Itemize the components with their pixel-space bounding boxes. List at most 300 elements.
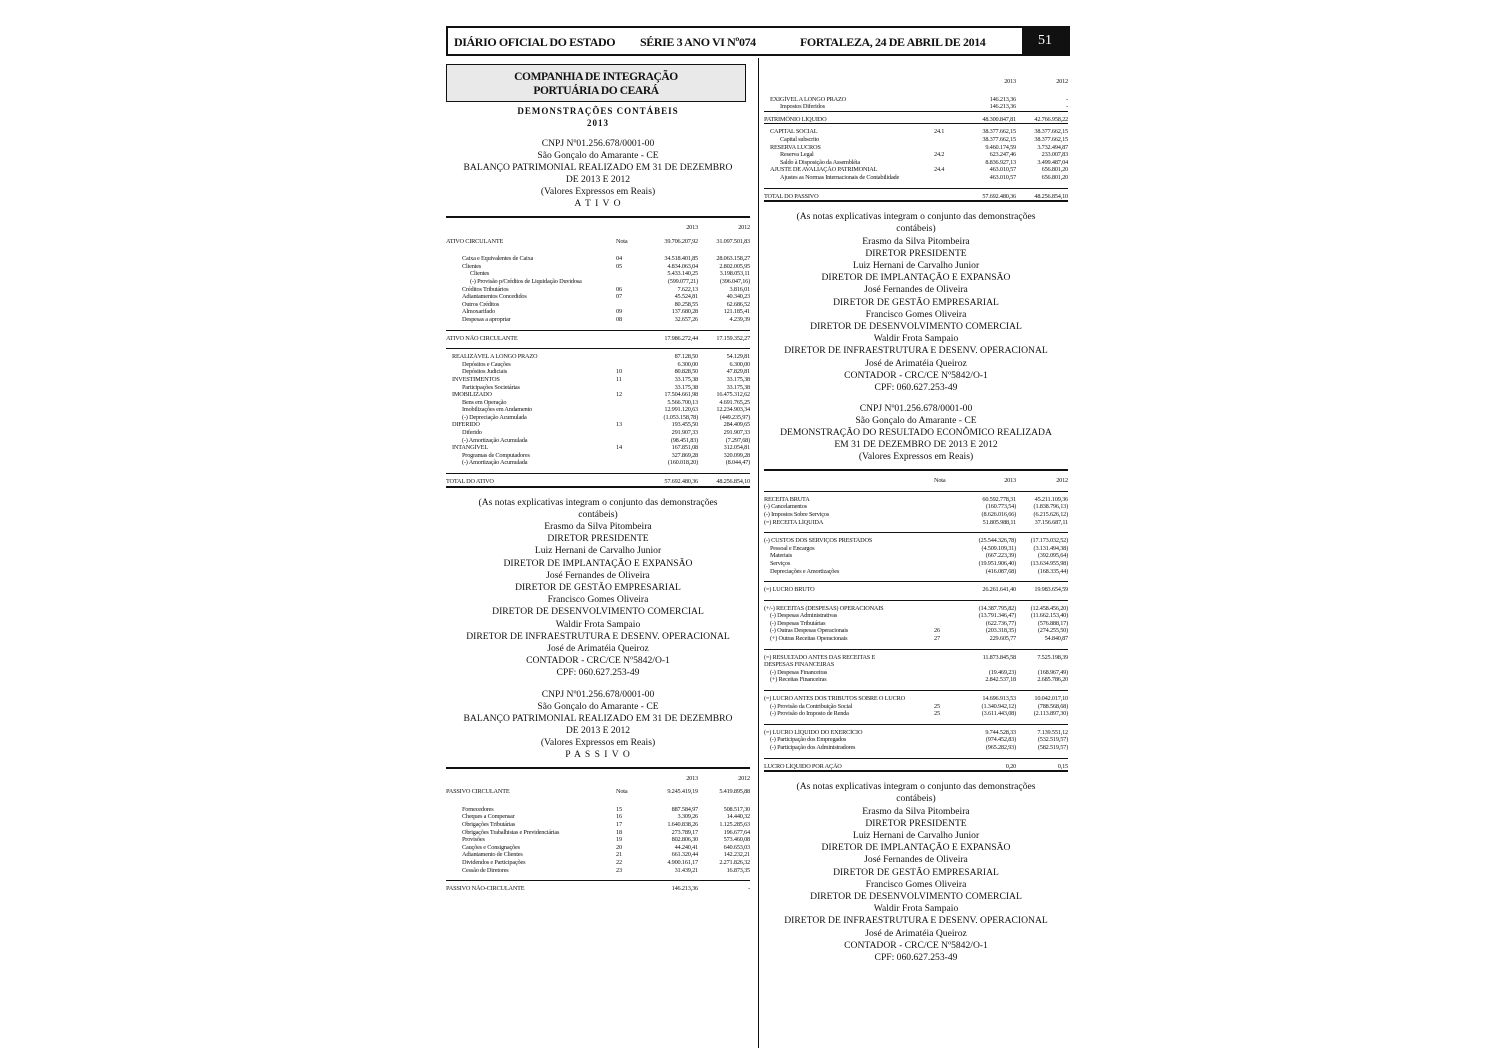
row-note xyxy=(934,605,960,613)
signature-line: DIRETOR DE INFRAESTRUTURA E DESENV. OPERACIONAL xyxy=(466,630,730,642)
table-row xyxy=(446,278,750,286)
header-label xyxy=(446,224,616,232)
passivo-table xyxy=(446,767,750,893)
row-label: Caixa e Equivalentes de Caixa xyxy=(462,255,534,263)
header-2013: 2013 xyxy=(686,224,698,231)
signature-line: José de Arimatéia Queiroz xyxy=(865,927,967,939)
value-2013: 2.842.537,18 xyxy=(985,676,1016,684)
value-2012: (576.888,17) xyxy=(1037,619,1068,627)
value-2012: (532.519,57) xyxy=(1037,736,1068,744)
row-label: RECEITA BRUTA xyxy=(764,495,810,503)
value-2012: 3.198.053,11 xyxy=(719,270,750,278)
table-row xyxy=(446,452,750,460)
row-note xyxy=(934,744,960,752)
signature-line: CPF: 060.627.253-49 xyxy=(874,952,958,964)
header-label xyxy=(446,775,616,783)
table-row xyxy=(446,353,750,361)
row-note xyxy=(934,552,960,560)
header-2012: 2012 xyxy=(738,774,750,782)
value-2013: 9.744.528,33 xyxy=(985,728,1016,736)
value-2012: (392.095,64) xyxy=(1037,552,1068,560)
value-2013: 26.261.641,40 xyxy=(982,586,1016,594)
table-row xyxy=(446,376,750,384)
table-row xyxy=(446,414,750,422)
value-2012: 1.125.285,63 xyxy=(719,821,750,829)
row-label: Despesas a apropriar xyxy=(462,315,511,323)
row-note: 08 xyxy=(616,315,622,323)
value-2013: 48.300.847,81 xyxy=(982,115,1016,123)
table-row xyxy=(764,676,1068,684)
row-note: 17 xyxy=(616,821,622,829)
value-2013: 32.657,26 xyxy=(674,315,698,323)
table-row xyxy=(764,537,1068,545)
value-2012: 38.377.662,15 xyxy=(1034,135,1068,143)
row-note xyxy=(616,361,642,369)
value-2013: 327.869,28 xyxy=(671,451,698,459)
value-2013: 80.258,55 xyxy=(674,300,698,308)
value-2012: (582.519,57) xyxy=(1037,744,1068,752)
value-2012: 54.840,87 xyxy=(1044,635,1068,643)
table-row xyxy=(446,391,750,399)
row-note xyxy=(616,301,642,309)
value-2013: (4.509.109,31) xyxy=(981,544,1016,552)
row-note xyxy=(616,335,642,343)
row-note xyxy=(934,676,960,684)
signature-line: José Fernandes de Oliveira xyxy=(864,854,968,866)
table-row xyxy=(764,116,1068,124)
value-2012: 28.063.158,27 xyxy=(716,255,750,263)
units-note: (Valores Expressos em Reais) xyxy=(540,736,656,748)
signature-line: (As notas explicativas integram o conjunto das demonstrações xyxy=(478,496,718,508)
dre-heading xyxy=(764,403,1068,463)
signature-line: José de Arimatéia Queiroz xyxy=(865,357,967,369)
value-2012: 2.271.826,32 xyxy=(719,859,750,867)
table-row xyxy=(446,851,750,859)
value-2012: (2.113.897,30) xyxy=(1033,710,1068,718)
table-row xyxy=(446,293,750,301)
statement-title-cont: DE 2013 E 2012 xyxy=(565,724,631,736)
value-2012: 196.677,64 xyxy=(723,828,750,836)
cnpj: CNPJ Nº01.256.678/0001-00 xyxy=(859,403,973,415)
value-2013: 887.584,97 xyxy=(671,805,698,813)
row-note xyxy=(934,695,960,703)
row-note: 23 xyxy=(616,866,622,874)
row-label: AJUSTE DE AVALIAÇÃO PATRIMONIAL xyxy=(770,166,878,174)
value-2012: 14.440,32 xyxy=(726,813,750,821)
row-note xyxy=(934,661,960,669)
table-row xyxy=(764,729,1068,737)
signature-line: Luiz Hernani de Carvalho Junior xyxy=(534,545,662,557)
value-2012: 54.129,81 xyxy=(726,353,750,361)
row-label: DIFERIDO xyxy=(452,421,480,429)
value-2013: 146.213,36 xyxy=(671,885,698,893)
header-2013: 2013 xyxy=(1004,477,1016,485)
table-row xyxy=(446,444,750,452)
column-header-row xyxy=(764,78,1068,86)
table-row xyxy=(446,301,750,309)
value-2012: 37.156.687,11 xyxy=(1034,518,1068,526)
page-number: 51 xyxy=(1022,28,1068,54)
value-2013: 5.566.700,13 xyxy=(667,398,698,406)
value-2013: 291.907,33 xyxy=(671,429,698,437)
row-label: Adiantamento de Clientes xyxy=(462,851,523,859)
signature-line: DIRETOR DE DESENVOLVIMENTO COMERCIAL xyxy=(492,606,704,618)
table-row xyxy=(764,136,1068,144)
value-2012 xyxy=(1016,661,1068,669)
row-label: (-) Provisão da Contribuição Social xyxy=(770,702,853,710)
value-2013: 463.010,57 xyxy=(989,166,1016,174)
statement-title-cont: DE 2013 E 2012 xyxy=(565,174,631,185)
table-row xyxy=(446,406,750,414)
row-label: (=) RESULTADO ANTES DAS RECEITAS E xyxy=(764,653,876,661)
company-name-line1: COMPANHIA DE INTEGRAÇÃO xyxy=(514,71,678,83)
signature-line: Luiz Hernani de Carvalho Junior xyxy=(852,830,980,842)
value-2013: 229.605,77 xyxy=(989,635,1016,643)
row-label: Clientes xyxy=(470,270,490,278)
row-label: Saldo à Disposição da Assembléia xyxy=(780,158,860,166)
row-note: 06 xyxy=(616,285,622,293)
page-header xyxy=(446,26,1070,56)
row-note: 12 xyxy=(616,391,622,399)
value-2013: 9.460.174,59 xyxy=(985,143,1016,151)
row-note xyxy=(616,459,642,467)
table-row xyxy=(446,459,750,467)
row-label: Outros Créditos xyxy=(462,300,500,308)
value-2012: 6.300,00 xyxy=(729,360,750,368)
value-2013: 9.245.419,19 xyxy=(667,788,698,796)
row-label: (+) Receitas Financeiras xyxy=(770,676,827,684)
row-note xyxy=(934,729,960,737)
row-label: (=) LUCRO ANTES DOS TRIBUTOS SOBRE O LUCRO xyxy=(764,695,905,703)
value-2013: (416.087,68) xyxy=(985,567,1016,575)
row-label: (+) Outras Receitas Operacionais xyxy=(770,635,848,643)
row-label: (-) Provisão p/Créditos de Liquidação Duvidosa xyxy=(470,277,582,285)
row-note xyxy=(934,136,960,144)
row-label: IMOBILIZADO xyxy=(452,391,492,399)
row-label: TOTAL DO PASSIVO xyxy=(764,192,819,200)
signature-block xyxy=(446,497,750,680)
row-label: RESERVA LUCROS xyxy=(770,143,821,151)
value-2013: 193.455,50 xyxy=(671,421,698,429)
value-2013: 33.175,38 xyxy=(674,383,698,391)
table-row xyxy=(446,255,750,263)
value-2012: 312.054,81 xyxy=(723,444,750,452)
row-label: (-) Outras Despesas Operacionais xyxy=(770,627,849,635)
value-2013 xyxy=(960,661,1016,669)
signature-line: DIRETOR DE INFRAESTRUTURA E DESENV. OPERACIONAL xyxy=(784,345,1048,357)
table-row xyxy=(446,859,750,867)
table-row xyxy=(764,545,1068,553)
row-label: Clientes xyxy=(462,262,482,270)
value-2013: 60.592.778,31 xyxy=(982,495,1016,503)
value-2013: 34.518.401,85 xyxy=(664,255,698,263)
row-note: 11 xyxy=(616,375,622,383)
row-note xyxy=(616,384,642,392)
row-note xyxy=(934,116,960,124)
value-2013: (8.626.016,66) xyxy=(981,510,1016,518)
row-label: Dividendos e Participações xyxy=(462,859,526,867)
value-2012: 142.232,21 xyxy=(723,851,750,859)
table-row xyxy=(764,710,1068,718)
row-note xyxy=(934,586,960,594)
row-label: Materiais xyxy=(770,552,792,560)
row-label: Imobilizações em Andamento xyxy=(462,406,532,414)
value-2013: (25.544.326,78) xyxy=(978,537,1016,545)
row-label: (-) Despesas Administrativas xyxy=(770,612,838,620)
city: São Gonçalo do Amarante - CE xyxy=(537,700,659,712)
value-2012: 48.256.854,10 xyxy=(1034,192,1068,200)
row-label: Créditos Tributários xyxy=(462,285,509,293)
value-2012: 19.983.654,59 xyxy=(1034,586,1068,594)
units-note: (Valores Expressos em Reais) xyxy=(858,451,974,463)
journal-date: FORTALEZA, 24 DE ABRIL DE 2014 xyxy=(800,35,986,49)
value-2012: - xyxy=(748,885,750,893)
value-2013: (98.451,83) xyxy=(670,436,698,444)
ativo-table xyxy=(446,216,750,493)
value-2013: 80.828,50 xyxy=(674,368,698,376)
value-2012: 16.873,35 xyxy=(726,866,750,874)
row-note: 07 xyxy=(616,293,622,301)
table-row xyxy=(764,151,1068,159)
value-2013: 3.309,26 xyxy=(677,813,698,821)
row-label: ATIVO CIRCULANTE xyxy=(446,237,504,245)
row-label: Cheques a Compensar xyxy=(462,813,515,821)
signature-line: Waldir Frota Sampaio xyxy=(555,618,641,630)
row-label: Depósitos e Cauções xyxy=(462,360,511,368)
table-row xyxy=(764,496,1068,504)
row-label: Almoxarifado xyxy=(462,308,495,316)
journal-series: SÉRIE 3 ANO VI Nº074 xyxy=(640,35,756,49)
value-2013: 0,20 xyxy=(1005,762,1016,770)
signature-line: DIRETOR DE IMPLANTAÇÃO E EXPANSÃO xyxy=(503,557,693,569)
signature-line: José de Arimatéia Queiroz xyxy=(547,643,649,655)
signature-block xyxy=(764,211,1068,394)
value-2013: 6.300,00 xyxy=(677,360,698,368)
row-label: Bens em Operação xyxy=(462,398,507,406)
row-note xyxy=(934,496,960,504)
table-row xyxy=(446,308,750,316)
value-2012: 40.340,23 xyxy=(726,293,750,301)
value-2013: 31.439,21 xyxy=(674,866,698,874)
company-name-line2: PORTUÁRIA DO CEARÁ xyxy=(533,85,659,97)
signature-line: (As notas explicativas integram o conjunto das demonstrações xyxy=(796,781,1036,793)
header-label xyxy=(764,78,934,86)
header-2013: 2013 xyxy=(686,774,698,782)
table-row xyxy=(764,144,1068,152)
row-label: Provisões xyxy=(462,836,485,844)
table-row xyxy=(446,813,750,821)
statement-title: BALANÇO PATRIMONIAL REALIZADO EM 31 DE DEZEMBRO xyxy=(463,712,733,724)
row-label: (-) Despesas Tributárias xyxy=(770,619,826,627)
row-label: TOTAL DO ATIVO xyxy=(446,478,494,486)
value-2012: (6.215.626,12) xyxy=(1033,510,1068,518)
value-2012: 2.685.786,20 xyxy=(1037,676,1068,684)
row-note: 09 xyxy=(616,308,622,316)
header-2012: 2012 xyxy=(1056,477,1068,485)
table-row xyxy=(446,399,750,407)
signature-line: CONTADOR - CRC/CE Nº5842/O-1 xyxy=(526,655,670,667)
value-2012: 42.766.958,22 xyxy=(1034,115,1068,123)
row-label: (=) RECEITA LÍQUIDA xyxy=(764,518,824,526)
left-column xyxy=(446,64,750,893)
table-row xyxy=(764,166,1068,174)
signature-line: DIRETOR PRESIDENTE xyxy=(547,533,649,545)
row-label: Ajustes as Normas Internacionais de Contabilidade xyxy=(780,173,900,181)
row-separator xyxy=(446,487,750,493)
row-note xyxy=(934,174,960,182)
table-row xyxy=(446,238,750,246)
value-2013: 167.851,08 xyxy=(671,444,698,452)
signature-line: DIRETOR DE GESTÃO EMPRESARIAL xyxy=(833,296,999,308)
value-2013: 463.010,57 xyxy=(989,173,1016,181)
value-2012: 33.175,38 xyxy=(726,383,750,391)
row-note xyxy=(934,103,960,111)
row-note: 04 xyxy=(616,255,622,263)
signature-line: Francisco Gomes Oliveira xyxy=(865,308,967,320)
row-label: (-) Provisão do Imposto de Renda xyxy=(770,710,849,718)
right-column xyxy=(764,64,1068,964)
table-row xyxy=(446,335,750,343)
value-2013: (13.791.346,47) xyxy=(978,612,1016,620)
value-2012: 12.234.903,34 xyxy=(716,406,750,414)
row-note xyxy=(616,414,642,422)
city: São Gonçalo do Amarante - CE xyxy=(855,415,977,427)
signature-line: Erasmo da Silva Pitombeira xyxy=(862,805,970,817)
signature-line: Erasmo da Silva Pitombeira xyxy=(544,521,652,533)
row-separator xyxy=(446,217,750,224)
row-note xyxy=(934,96,960,104)
value-2012: (12.458.456,20) xyxy=(1030,604,1068,612)
table-row xyxy=(764,552,1068,560)
value-2012: 0,15 xyxy=(1057,762,1068,770)
value-2013: (622.736,77) xyxy=(985,619,1016,627)
ativo-heading xyxy=(446,138,750,210)
row-note: 21 xyxy=(616,851,622,859)
row-label: (=) LUCRO LÍQUIDO DO EXERCÍCIO xyxy=(764,728,863,736)
row-label: Participações Societárias xyxy=(462,383,520,391)
signature-line: DIRETOR DE IMPLANTAÇÃO E EXPANSÃO xyxy=(821,272,1011,284)
statement-title: DEMONSTRAÇÃO DO RESULTADO ECONÔMICO REALIZADA xyxy=(780,427,1052,439)
row-separator xyxy=(446,768,750,775)
signature-line: Francisco Gomes Oliveira xyxy=(547,594,649,606)
value-2013: 146.213,36 xyxy=(989,95,1016,103)
row-label: Capital subscrito xyxy=(780,135,820,143)
header-2012: 2012 xyxy=(1056,78,1068,85)
value-2012: 10.042.017,10 xyxy=(1034,695,1068,703)
signature-line: Waldir Frota Sampaio xyxy=(873,903,959,915)
table-row xyxy=(764,605,1068,613)
value-2013: 44.240,41 xyxy=(674,843,698,851)
row-note: 25 xyxy=(934,702,940,710)
value-2012: 508.517,30 xyxy=(723,805,750,813)
row-label: Programas de Computadores xyxy=(462,451,530,459)
value-2013: (1.340.942,12) xyxy=(981,702,1016,710)
row-label: (-) Cancelamentos xyxy=(764,503,807,511)
document-title-line1: DEMONSTRAÇÕES CONTÁBEIS xyxy=(517,106,679,116)
row-note: 16 xyxy=(616,813,622,821)
header-note xyxy=(616,224,642,232)
row-separator xyxy=(446,796,750,806)
row-label: PATRIMÔNIO LÍQUIDO xyxy=(764,115,827,123)
value-2012: (13.634.955,98) xyxy=(1030,559,1068,567)
signature-line: CPF: 060.627.253-49 xyxy=(556,667,640,679)
journal-name: DIÁRIO OFICIAL DO ESTADO xyxy=(454,35,616,49)
row-note: 20 xyxy=(616,843,622,851)
table-row xyxy=(764,503,1068,511)
signature-line: José Fernandes de Oliveira xyxy=(546,569,650,581)
table-row xyxy=(764,763,1068,772)
row-label: Cessão de Diretores xyxy=(462,866,509,874)
signature-line: Waldir Frota Sampaio xyxy=(873,333,959,345)
signature-line: CONTADOR - CRC/CE Nº5842/O-1 xyxy=(844,369,988,381)
value-2013: (14.387.795,82) xyxy=(978,604,1016,612)
row-note xyxy=(934,568,960,576)
header-note xyxy=(616,775,642,783)
statement-title-cont: EM 31 DE DEZEMBRO DE 2013 E 2012 xyxy=(834,439,998,451)
signature-line: contábeis) xyxy=(896,793,936,805)
value-2013: 4.900.161,17 xyxy=(667,859,698,867)
row-label: PASSIVO NÃO-CIRCULANTE xyxy=(446,885,525,893)
income-statement-table xyxy=(764,469,1068,777)
value-2012: (11.662.153,40) xyxy=(1030,612,1068,620)
signature-line: Erasmo da Silva Pitombeira xyxy=(862,235,970,247)
row-note: 19 xyxy=(616,836,622,844)
value-2012: 62.686,52 xyxy=(726,300,750,308)
signature-line: DIRETOR DE GESTÃO EMPRESARIAL xyxy=(515,582,681,594)
row-label: LUCRO LÍQUIDO POR AÇÃO xyxy=(764,762,842,770)
table-row xyxy=(764,193,1068,202)
row-label: REALIZÁVEL A LONGO PRAZO xyxy=(452,353,538,361)
row-label: (-) Amortização Acumulada xyxy=(462,436,528,444)
value-2013: 1.640.838,26 xyxy=(667,821,698,829)
table-row xyxy=(764,620,1068,628)
row-label: PASSIVO CIRCULANTE xyxy=(446,788,510,796)
signature-line: Francisco Gomes Oliveira xyxy=(865,878,967,890)
value-2013: (965.282,93) xyxy=(985,744,1016,752)
row-label: (-) Participação dos Empregados xyxy=(770,736,847,744)
value-2013: 14.696.913,53 xyxy=(982,695,1016,703)
row-note: 15 xyxy=(616,805,622,813)
row-label: DESPESAS FINANCEIRAS xyxy=(764,661,835,669)
row-note xyxy=(616,429,642,437)
row-note xyxy=(934,620,960,628)
value-2012: 2.802.005,95 xyxy=(719,262,750,270)
value-2013: (160.018,20) xyxy=(667,459,698,467)
value-2013: 8.836.927,13 xyxy=(985,158,1016,166)
value-2012: (788.568,68) xyxy=(1037,702,1068,710)
table-row xyxy=(764,736,1068,744)
row-label: (-) CUSTOS DOS SERVIÇOS PRESTADOS xyxy=(764,537,873,545)
table-row xyxy=(764,703,1068,711)
value-2012: 7.525.198,39 xyxy=(1037,653,1068,661)
row-label: (-) Impostos Sobre Serviços xyxy=(764,510,830,518)
value-2013: (19.469,23) xyxy=(988,668,1016,676)
signature-line: DIRETOR DE IMPLANTAÇÃO E EXPANSÃO xyxy=(821,842,1011,854)
row-note: 24.2 xyxy=(934,151,945,159)
table-row xyxy=(446,821,750,829)
row-label: Adiantamentos Concedidos xyxy=(462,293,527,301)
value-2012: 320.099,28 xyxy=(723,451,750,459)
row-note xyxy=(616,353,642,361)
value-2012: 3.816,01 xyxy=(729,285,750,293)
row-label: Depreciações e Amortizações xyxy=(770,567,840,575)
value-2012: (168.335,44) xyxy=(1037,567,1068,575)
value-2012: 7.139.551,12 xyxy=(1037,728,1068,736)
cnpj: CNPJ Nº01.256.678/0001-00 xyxy=(541,138,655,149)
row-note xyxy=(616,406,642,414)
row-label: Fornecedores xyxy=(462,805,494,813)
signature-line: CONTADOR - CRC/CE Nº5842/O-1 xyxy=(844,939,988,951)
